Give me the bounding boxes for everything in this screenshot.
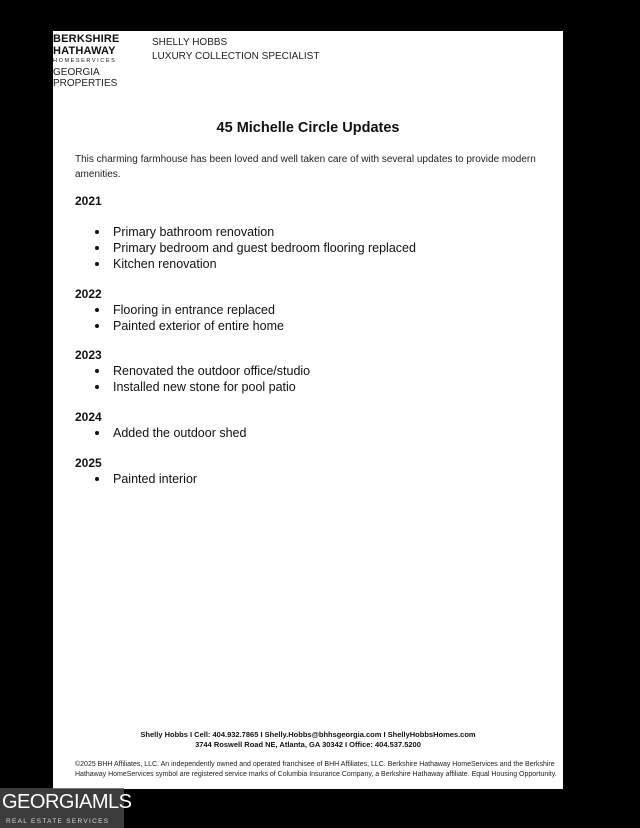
list-item: Flooring in entrance replaced — [75, 302, 284, 318]
updates-list-2022 — [75, 302, 284, 334]
updates-list-2021 — [75, 224, 416, 272]
list-item: Painted exterior of entire home — [75, 318, 284, 334]
watermark-brand: GEORGIAMLS — [2, 791, 132, 813]
year-heading-2021: 2021 — [75, 194, 102, 208]
intro-paragraph: This charming farmhouse has been loved and well taken care of with several updates to provide modern amenities. — [75, 154, 536, 180]
agent-header — [152, 36, 319, 64]
logo-line-3: HOMESERVICES — [53, 58, 117, 64]
brokerage-logo — [53, 33, 133, 89]
list-item: Added the outdoor shed — [75, 425, 246, 441]
logo-line-5: PROPERTIES — [53, 78, 118, 89]
year-heading-2025: 2025 — [75, 456, 102, 470]
logo-line-4: GEORGIA — [53, 67, 100, 78]
footer-contact: Shelly Hobbs I Cell: 404.932.7865 I Shelly.Hobbs@bhhsgeorgia.com I ShellyHobbsHomes.com — [140, 730, 476, 739]
list-item: Painted interior — [75, 471, 197, 487]
list-item: Renovated the outdoor office/studio — [75, 363, 310, 379]
footer-legal: ©2025 BHH Affiliates, LLC. An independently owned and operated franchisee of BHH Affiliates, LLC. Berkshire Hathaway HomeServices and the Berkshire Hathaway HomeServices symbol are registered service marks of Columbia Insurance Company, a Berkshire Hathaway affiliate. Equal Housing Opportunity. — [75, 761, 557, 778]
footer-address: 3744 Roswell Road NE, Atlanta, GA 30342 I Office: 404.537.5200 — [195, 740, 421, 749]
updates-list-2025 — [75, 471, 197, 487]
year-heading-2022: 2022 — [75, 287, 102, 301]
list-item: Primary bathroom renovation — [75, 224, 416, 240]
year-heading-2023: 2023 — [75, 348, 102, 362]
logo-line-1: BERKSHIRE — [53, 33, 120, 45]
georgia-mls-watermark — [0, 788, 132, 828]
logo-line-2: HATHAWAY — [53, 45, 116, 57]
updates-list-2023 — [75, 363, 310, 395]
list-item: Installed new stone for pool patio — [75, 379, 310, 395]
watermark-tagline: REAL ESTATE SERVICES — [6, 818, 110, 825]
updates-list-2024 — [75, 425, 246, 441]
list-item: Primary bedroom and guest bedroom flooring replaced — [75, 240, 416, 256]
list-item: Kitchen renovation — [75, 256, 416, 272]
year-heading-2024: 2024 — [75, 410, 102, 424]
agent-name: SHELLY HOBBS — [152, 37, 228, 48]
page-title: 45 Michelle Circle Updates — [216, 120, 400, 136]
agent-role: LUXURY COLLECTION SPECIALIST — [152, 51, 320, 62]
document-page — [53, 31, 563, 789]
